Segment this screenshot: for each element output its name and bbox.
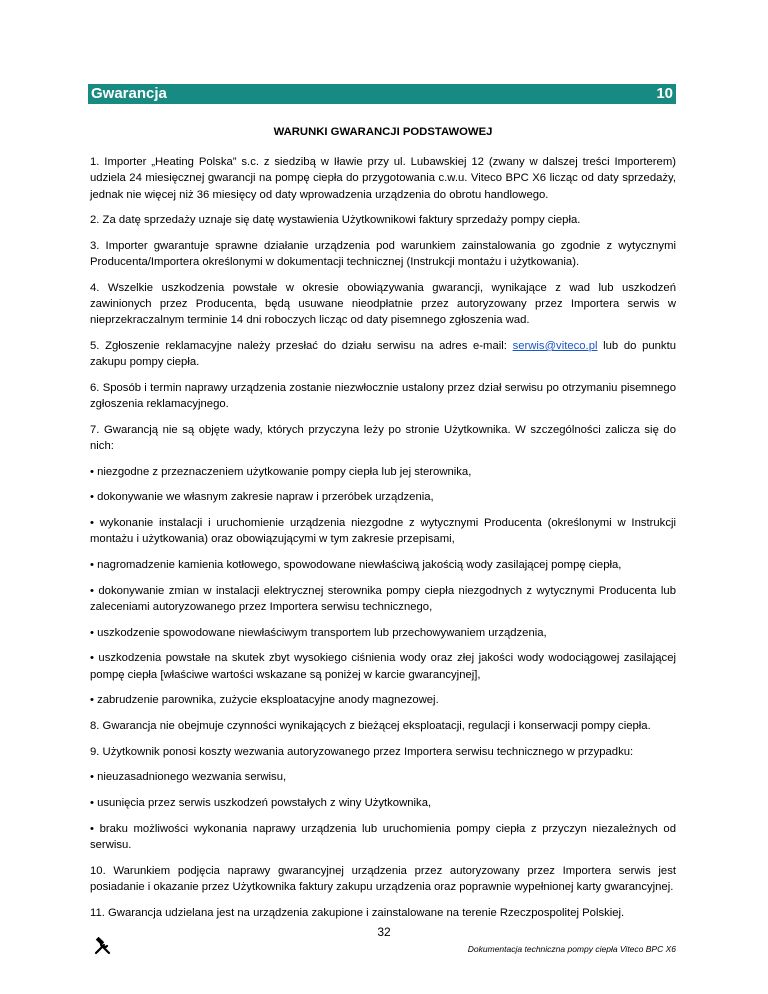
bullet-item: • zabrudzenie parownika, zużycie eksploatacyjne anody magnezowej. bbox=[90, 694, 439, 707]
paragraph: 9. Użytkownik ponosi koszty wezwania autoryzowanego przez Importera serwisu technicznego w przypadku: bbox=[90, 745, 634, 758]
bullet-item: • nieuzasadnionego wezwania serwisu, bbox=[90, 771, 287, 784]
paragraph: 1. Importer „Heating Polska” s.c. z siedzibą w Iławie przy ul. Lubawskiej 12 (zwany w dalszej treści Importerem) udziela 24 miesięcznej gwarancji na pompę ciepła do przygotowania c.w.u. Viteco BPC X6 licząc od daty sprzedaży, jednak nie więcej niż 36 miesięcy od daty wprowadzenia urządzenia do obrotu handlowego. bbox=[90, 156, 676, 201]
service-email-link[interactable]: serwis@viteco.pl bbox=[512, 340, 598, 353]
bullet-item: • usunięcia przez serwis uszkodzeń powstałych z winy Użytkownika, bbox=[90, 797, 432, 810]
paragraph: 4. Wszelkie uszkodzenia powstałe w okresie obowiązywania gwarancji, wynikające z wad lub uszkodzeń zawinionych przez Producenta, będą usuwane nieodpłatnie przez autoryzowany przez Importera serwis w nieprzekraczalnym terminie 14 dni roboczych licząc od daty pisemnego zgłoszenia wad. bbox=[90, 281, 676, 327]
warranty-content bbox=[90, 124, 676, 930]
paragraph: 11. Gwarancja udzielana jest na urządzenia zakupione i zainstalowane na terenie Rzeczpospolitej Polskiej. bbox=[90, 906, 625, 919]
bullet-item: • uszkodzenie spowodowane niewłaściwym transportem lub przechowywaniem urządzenia, bbox=[90, 626, 547, 639]
page-number: 32 bbox=[377, 925, 391, 939]
bullet-item: • braku możliwości wykonania naprawy urządzenia lub uruchomienia pompy ciepła z przyczyn niezależnych od serwisu. bbox=[90, 822, 676, 851]
tools-icon bbox=[93, 937, 113, 955]
section-header-bar bbox=[88, 84, 676, 104]
paragraph: 6. Sposób i termin naprawy urządzenia zostanie niezwłocznie ustalony przez dział serwisu po otrzymaniu pisemnego zgłoszenia reklamacyjnego. bbox=[90, 381, 676, 411]
footer-doc-title: Dokumentacja techniczna pompy ciepła Viteco BPC X6 bbox=[467, 944, 676, 954]
paragraph: 7. Gwarancją nie są objęte wady, których przyczyna leży po stronie Użytkownika. W szczególności zalicza się do nich: bbox=[90, 423, 676, 453]
bullet-item: • uszkodzenia powstałe na skutek zbyt wysokiego ciśnienia wody oraz złej jakości wody wodociągowej zasilającej pompę ciepła [właściwe wartości wskazane są poniżej w karcie gwarancyjnej], bbox=[90, 652, 676, 681]
paragraph: 10. Warunkiem podjęcia naprawy gwarancyjnej urządzenia przez autoryzowany przez Importera serwis jest posiadanie i okazanie przez Użytkownika faktury zakupu urządzenia oraz poprawnie wypełnionej karty gwarancyjnej. bbox=[90, 864, 676, 893]
paragraph: 8. Gwarancja nie obejmuje czynności wynikających z bieżącej eksploatacji, regulacji i konserwacji pompy ciepła. bbox=[90, 719, 651, 732]
bullet-item: • dokonywanie zmian w instalacji elektrycznej sterownika pompy ciepła niezgodnych z wytycznymi Producenta lub zaleceniami autoryzowanego przez Importera serwisu technicznego, bbox=[90, 584, 676, 613]
warranty-heading: WARUNKI GWARANCJI PODSTAWOWEJ bbox=[273, 126, 493, 138]
bullet-item: • nagromadzenie kamienia kotłowego, spowodowane niewłaściwą jakością wody zasilającej pompę ciepła, bbox=[90, 559, 622, 572]
paragraph-contact-before: 5. Zgłoszenie reklamacyjne należy przesłać do działu serwisu na adres e-mail: bbox=[90, 340, 513, 353]
bullet-item: • niezgodne z przeznaczeniem użytkowanie pompy ciepła lub jej sterownika, bbox=[90, 465, 472, 478]
bullet-item: • dokonywanie we własnym zakresie napraw i przeróbek urządzenia, bbox=[90, 491, 434, 504]
paragraph: 2. Za datę sprzedaży uznaje się datę wystawienia Użytkownikowi faktury sprzedaży pompy ciepła. bbox=[90, 214, 581, 227]
paragraph: 3. Importer gwarantuje sprawne działanie urządzenia pod warunkiem zainstalowania go zgodnie z wytycznymi Producenta/Importera określonymi w dokumentacji technicznej (Instrukcji montażu i użytkowania). bbox=[90, 240, 676, 269]
section-number: 10 bbox=[656, 85, 673, 102]
paragraph-contact-after: lub do punktu zakupu pompy ciepła. bbox=[90, 340, 676, 369]
bullet-item: • wykonanie instalacji i uruchomienie urządzenia niezgodne z wytycznymi Producenta (określonymi w Instrukcji montażu i użytkowania) oraz obowiązującymi w tym zakresie przepisami, bbox=[90, 517, 676, 546]
paragraph-contact bbox=[90, 338, 676, 370]
section-title: Gwarancja bbox=[91, 85, 167, 102]
